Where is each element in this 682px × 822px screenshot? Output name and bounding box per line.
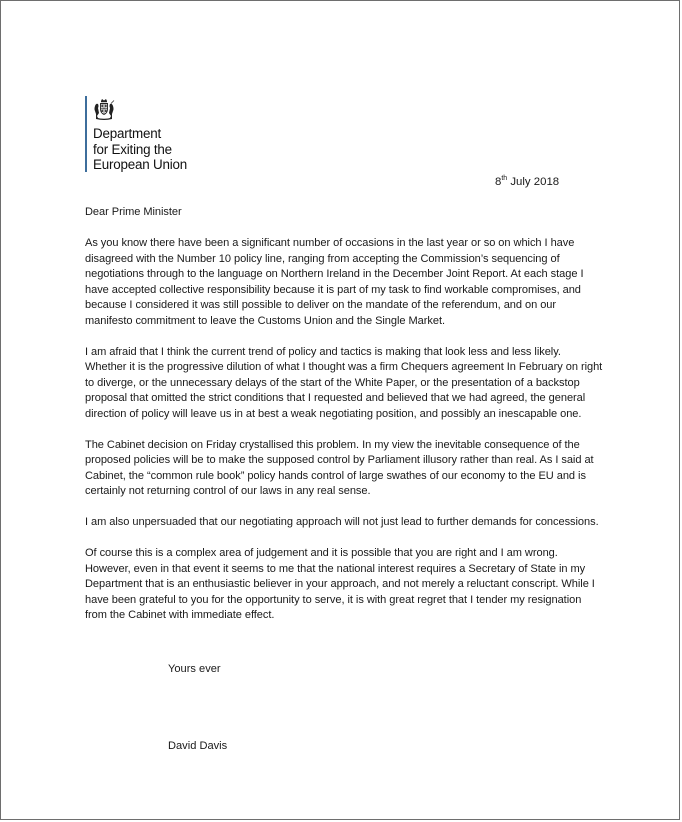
paragraph-2: I am afraid that I think the current trend of policy and tactics is making that look less and less likely. Whether it is the progressive dilution of what I thought was a firm Chequers agreement In February on right to diverge, or the unnecessary delays of the start of the White Paper, or the presentation of a backstop proposal that omitted the strict conditions that I requested and believed that we had agreed, the general direction of policy will leave us in at best a weak negotiating position, and possibly an inescapable one. [85, 345, 603, 420]
date-suffix: th [501, 175, 508, 182]
department-line-1: Department [93, 126, 161, 141]
department-line-3: European Union [93, 157, 187, 172]
date-month-year: July 2018 [507, 176, 560, 188]
letter-date [495, 175, 559, 188]
department-line-2: for Exiting the [93, 141, 172, 157]
paragraph-3: The Cabinet decision on Friday crystallised this problem. In my view the inevitable consequence of the proposed policies will be to make the supposed control by Parliament illusory rather than real. As I said at Cabinet, the “common rule book” policy hands control of large swathes of our economy to the EU and is certainly not returning control of our laws in any real sense. [85, 438, 594, 497]
royal-coat-of-arms-icon [93, 98, 115, 120]
closing: Yours ever [168, 663, 221, 675]
salutation: Dear Prime Minister [85, 206, 182, 218]
date-day: 8 [495, 176, 502, 188]
letter-body [85, 205, 605, 639]
paragraph-1: As you know there have been a significant number of occasions in the last year or so on which I have disagreed with the Number 10 policy line, ranging from accepting the Commission’s sequencing of negotiations through to the language on Northern Ireland in the December Joint Report. At each stage I have accepted collective responsibility because it is part of my task to find workable compromises, and because I considered it was still possible to deliver on the mandate of the referendum, and on our manifesto commitment to leave the Customs Union and the Single Market. [85, 237, 584, 327]
paragraph-5: Of course this is a complex area of judgement and it is possible that you are right and I am wrong. However, even in that event it seems to me that the national interest requires a Secretary of State in my Department that is an enthusiastic believer in your approach, and not merely a reluctant conscript. While I have been grateful to you for the opportunity to serve, it is with great regret that I tender my resignation from the Cabinet with immediate effect. [85, 547, 595, 621]
department-name [93, 126, 187, 173]
signature-name: David Davis [168, 740, 228, 752]
paragraph-4: I am also unpersuaded that our negotiating approach will not just lead to further demands for concessions. [85, 516, 599, 528]
department-logo [85, 96, 187, 172]
